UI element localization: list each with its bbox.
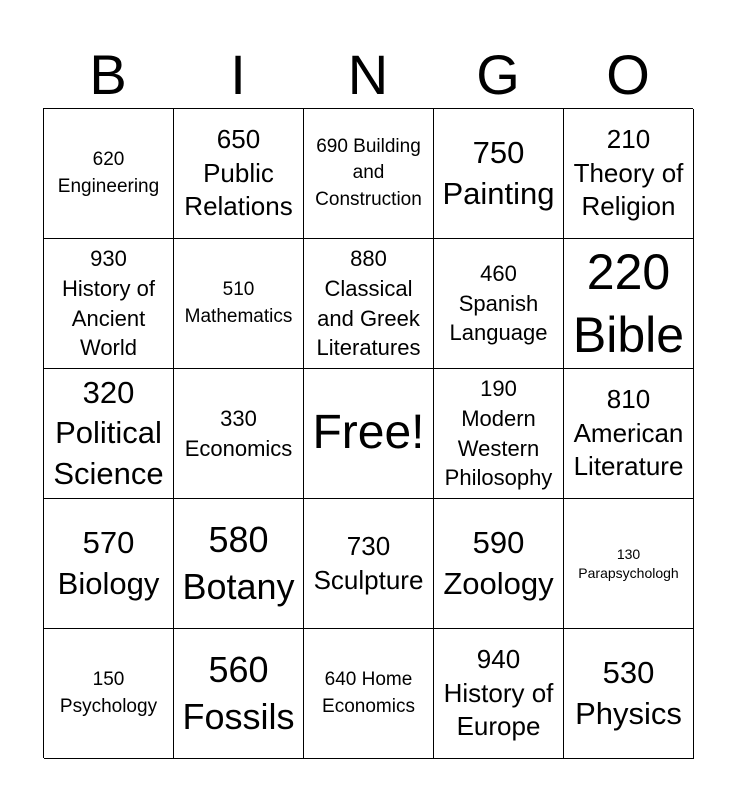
- header-letter-n: N: [347, 43, 389, 106]
- cell-label: 320 Political Science: [53, 375, 164, 491]
- header-letter-b: B: [89, 43, 127, 106]
- cell-label: 650 Public Relations: [184, 123, 293, 222]
- bingo-cell[interactable]: [564, 499, 694, 629]
- bingo-cell[interactable]: [304, 629, 434, 759]
- free-space-label: Free!: [312, 406, 425, 460]
- bingo-cell[interactable]: [434, 499, 564, 629]
- cell-label: 690 Building and Construction: [315, 135, 422, 210]
- cell-label: 930 History of Ancient World: [62, 246, 155, 361]
- bingo-cell[interactable]: [174, 369, 304, 499]
- cell-label: 810 American Literature: [573, 383, 684, 482]
- bingo-cell[interactable]: [174, 239, 304, 369]
- bingo-cell[interactable]: [174, 499, 304, 629]
- cell-label: 590 Zoology: [443, 525, 554, 601]
- cell-label: 210 Theory of Religion: [573, 123, 684, 222]
- cell-label: 190 Modern Western Philosophy: [444, 376, 553, 491]
- header-letter-g: G: [476, 43, 520, 106]
- bingo-cell[interactable]: [564, 109, 694, 239]
- cell-label: 580 Botany: [182, 518, 295, 607]
- bingo-cell[interactable]: [174, 629, 304, 759]
- bingo-board: [43, 108, 693, 758]
- header-letter-o: O: [606, 43, 650, 106]
- cell-label: 750 Painting: [442, 135, 555, 211]
- bingo-header: [43, 40, 693, 108]
- cell-label: 530 Physics: [575, 655, 682, 731]
- bingo-cell[interactable]: [304, 239, 434, 369]
- cell-label: 570 Biology: [57, 525, 160, 601]
- cell-label: 560 Fossils: [182, 648, 295, 737]
- cell-label: 150 Psychology: [59, 668, 158, 717]
- cell-label: 940 History of Europe: [443, 643, 554, 742]
- free-space-cell[interactable]: [304, 369, 434, 499]
- bingo-cell[interactable]: [434, 369, 564, 499]
- bingo-cell[interactable]: [174, 109, 304, 239]
- bingo-cell[interactable]: [434, 109, 564, 239]
- bingo-cell[interactable]: [44, 369, 174, 499]
- bingo-cell[interactable]: [304, 499, 434, 629]
- cell-label: 220 Bible: [572, 244, 685, 363]
- cell-label: 510 Mathematics: [184, 278, 293, 327]
- cell-label: 730 Sculpture: [313, 530, 424, 595]
- bingo-cell[interactable]: [44, 239, 174, 369]
- bingo-cell[interactable]: [564, 369, 694, 499]
- bingo-cell[interactable]: [44, 629, 174, 759]
- cell-label: 460 Spanish Language: [449, 260, 548, 346]
- header-letter-i: I: [230, 43, 246, 106]
- bingo-cell[interactable]: [304, 109, 434, 239]
- cell-label: 880 Classical and Greek Literatures: [316, 246, 421, 361]
- bingo-cell[interactable]: [434, 239, 564, 369]
- bingo-cell[interactable]: [564, 239, 694, 369]
- bingo-cell[interactable]: [44, 499, 174, 629]
- bingo-cell[interactable]: [44, 109, 174, 239]
- cell-label: 620 Engineering: [57, 148, 160, 197]
- cell-label: 130 Parapsychologh: [578, 545, 679, 581]
- bingo-cell[interactable]: [434, 629, 564, 759]
- bingo-cell[interactable]: [564, 629, 694, 759]
- cell-label: 640 Home Economics: [322, 668, 415, 717]
- cell-label: 330 Economics: [184, 405, 293, 461]
